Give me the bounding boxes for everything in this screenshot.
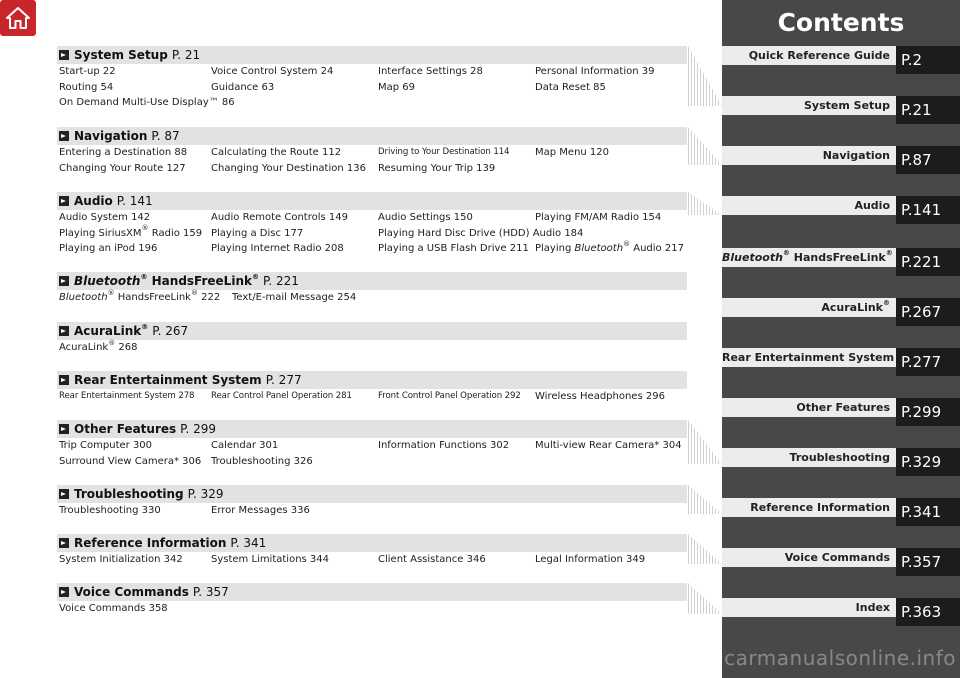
link[interactable]: Voice Control System 24 [211,66,334,77]
link-row [57,603,687,619]
sidebar-item-acuralink[interactable] [722,298,960,326]
link-row [57,82,687,98]
section-title: System Setup [74,48,168,62]
sidebar-item-page: P.357 [896,548,960,576]
link-row [57,147,687,163]
sidebar-item-label: Navigation [722,146,896,165]
sidebar-item-label: Voice Commands [722,548,896,567]
section-header[interactable] [57,46,687,64]
link[interactable]: Calculating the Route 112 [211,147,342,158]
link[interactable]: Surround View Camera* 306 [59,455,202,467]
divider-stripes [688,46,722,106]
section-page: P. 141 [116,194,153,208]
arrow-icon [59,326,69,336]
watermark: carmanualsonline.info [724,646,956,670]
section-header[interactable] [57,322,687,340]
sidebar-item-label: AcuraLink® [722,298,896,317]
section-handsfreelink [57,272,687,308]
link-row [57,440,687,456]
link-row [57,456,687,472]
link[interactable]: Playing Hard Disc Drive (HDD) Audio 184 [378,227,584,239]
sidebar-item-page: P.141 [896,196,960,224]
link-row [57,239,687,259]
link[interactable]: Changing Your Destination 136 [211,162,366,174]
divider-stripes [688,583,722,614]
link-row [57,505,687,521]
link-row [57,212,687,228]
link-row [57,66,687,82]
section-header[interactable] [57,192,687,210]
link[interactable]: Rear Entertainment System 278 [59,391,195,401]
sidebar-item-page: P.341 [896,498,960,526]
arrow-icon [59,196,69,206]
section-header[interactable] [57,583,687,601]
section-page: P. 267 [152,324,189,338]
section-page: P. 21 [171,48,201,62]
arrow-icon [59,276,69,286]
arrow-icon [59,489,69,499]
link-row [57,338,687,358]
divider-stripes [688,420,722,464]
sidebar-item-label: Bluetooth® HandsFreeLink® [722,248,896,267]
link[interactable]: Information Functions 302 [378,440,510,451]
link-row [57,163,687,179]
arrow-icon [59,375,69,385]
arrow-icon [59,587,69,597]
sidebar-item-index[interactable] [722,598,960,626]
sidebar-item-label: Index [722,598,896,617]
sidebar-item-page: P.2 [896,46,960,74]
link[interactable]: Changing Your Route 127 [59,162,186,174]
section-audio [57,192,687,259]
link[interactable]: Guidance 63 [211,81,275,93]
sidebar-item-label: Other Features [722,398,896,417]
home-button[interactable] [0,0,36,36]
home-icon [5,6,31,30]
sidebar-item-label: Troubleshooting [722,448,896,467]
section-title: Rear Entertainment System [74,373,262,387]
sidebar-item-label: Reference Information [722,498,896,517]
link[interactable]: Bluetooth® HandsFreeLink® 222 [59,288,221,303]
sidebar-item-label: Quick Reference Guide [722,46,896,65]
section-header[interactable] [57,534,687,552]
sidebar-item-page: P.221 [896,248,960,276]
section-page: P. 329 [187,487,224,501]
sidebar-item-page: P.87 [896,146,960,174]
sidebar-item-handsfreelink[interactable] [722,248,960,276]
sidebar-item-label: Audio [722,196,896,215]
link[interactable]: Start-up 22 [59,66,116,77]
link[interactable]: Troubleshooting 326 [211,455,313,467]
link[interactable]: Interface Settings 28 [378,66,483,77]
link[interactable]: Multi-view Rear Camera* 304 [535,440,682,451]
sidebar-title: Contents [777,8,905,37]
section-title: AcuraLink® [74,323,149,338]
divider-stripes [688,192,722,215]
link[interactable]: Playing an iPod 196 [59,243,158,254]
section-title: Bluetooth® HandsFreeLink® [74,273,259,288]
link[interactable]: Playing Internet Radio 208 [211,243,344,254]
link[interactable]: Audio Settings 150 [378,212,473,223]
sidebar [722,0,960,678]
sidebar-item-quick-reference[interactable] [722,46,960,74]
section-title: Reference Information [74,536,227,550]
link[interactable]: Client Assistance 346 [378,554,486,565]
arrow-icon [59,424,69,434]
link[interactable]: Front Control Panel Operation 292 [378,391,521,401]
section-voice-commands [57,583,687,619]
divider-stripes [688,127,722,165]
link[interactable]: Playing SiriusXM® Radio 159 [59,224,203,239]
link[interactable]: Map Menu 120 [535,147,610,158]
sidebar-item-audio[interactable] [722,196,960,224]
link-row [57,224,687,244]
section-title: Troubleshooting [74,487,184,501]
section-page: P. 87 [151,129,180,143]
link[interactable]: On Demand Multi-Use Display™ 86 [59,97,235,108]
sidebar-item-label: Rear Entertainment System [722,348,896,367]
sidebar-item-label: System Setup [722,96,896,115]
section-header[interactable] [57,485,687,503]
section-header[interactable] [57,127,687,145]
arrow-icon [59,131,69,141]
link[interactable]: Playing a Disc 177 [211,227,304,239]
sidebar-item-reference-information[interactable] [722,498,960,526]
link[interactable]: System Limitations 344 [211,554,330,565]
sidebar-item-system-setup[interactable] [722,96,960,124]
link[interactable]: Playing FM/AM Radio 154 [535,212,662,223]
link[interactable]: AcuraLink® 268 [59,338,138,353]
link[interactable]: Routing 54 [59,81,114,93]
divider-stripes [688,534,722,564]
sidebar-item-page: P.267 [896,298,960,326]
link-row [57,554,687,570]
section-page: P. 341 [230,536,267,550]
section-reference-information [57,534,687,570]
section-system-setup [57,46,687,113]
arrow-icon [59,50,69,60]
link[interactable]: Calendar 301 [211,440,279,451]
divider-stripes [688,485,722,514]
link[interactable]: Playing Bluetooth® Audio 217 [535,239,684,254]
sidebar-item-page: P.329 [896,448,960,476]
section-title: Voice Commands [74,585,189,599]
link[interactable]: System Initialization 342 [59,554,183,565]
section-header[interactable] [57,420,687,438]
link[interactable]: Trip Computer 300 [59,440,153,451]
section-header[interactable] [57,272,687,290]
link[interactable]: Troubleshooting 330 [59,505,161,516]
section-header[interactable] [57,371,687,389]
link[interactable]: Text/E-mail Message 254 [232,292,357,303]
link[interactable]: Error Messages 336 [211,505,310,516]
section-troubleshooting [57,485,687,521]
link[interactable]: Data Reset 85 [535,81,606,93]
sidebar-item-rear-entertainment[interactable] [722,348,960,376]
link[interactable]: Wireless Headphones 296 [535,391,665,402]
sidebar-item-page: P.363 [896,598,960,626]
section-page: P. 299 [180,422,217,436]
link-row [57,288,687,308]
link-row [57,97,687,113]
section-acuralink [57,322,687,358]
link[interactable]: Entering a Destination 88 [59,147,188,158]
link[interactable]: Driving to Your Destination 114 [378,147,510,157]
section-title: Audio [74,194,113,208]
link[interactable]: Legal Information 349 [535,554,646,565]
section-page: P. 357 [192,585,229,599]
sidebar-item-other-features[interactable] [722,398,960,426]
section-page: P. 221 [262,274,299,288]
link[interactable]: Voice Commands 358 [59,603,168,614]
sidebar-item-navigation[interactable] [722,146,960,174]
link[interactable]: Personal Information 39 [535,66,655,77]
link[interactable]: Map 69 [378,81,416,93]
link[interactable]: Rear Control Panel Operation 281 [211,391,352,401]
sidebar-item-voice-commands[interactable] [722,548,960,576]
sidebar-item-page: P.277 [896,348,960,376]
sidebar-item-troubleshooting[interactable] [722,448,960,476]
section-page: P. 277 [265,373,302,387]
arrow-icon [59,538,69,548]
link-row [57,391,687,407]
sidebar-item-page: P.299 [896,398,960,426]
section-other-features [57,420,687,471]
link[interactable]: Audio Remote Controls 149 [211,212,348,223]
section-title: Navigation [74,129,148,143]
section-title: Other Features [74,422,177,436]
link[interactable]: Resuming Your Trip 139 [378,162,496,174]
link[interactable]: Playing a USB Flash Drive 211 [378,243,529,254]
section-rear-entertainment [57,371,687,407]
sidebar-item-page: P.21 [896,96,960,124]
section-navigation [57,127,687,178]
link[interactable]: Audio System 142 [59,212,151,223]
